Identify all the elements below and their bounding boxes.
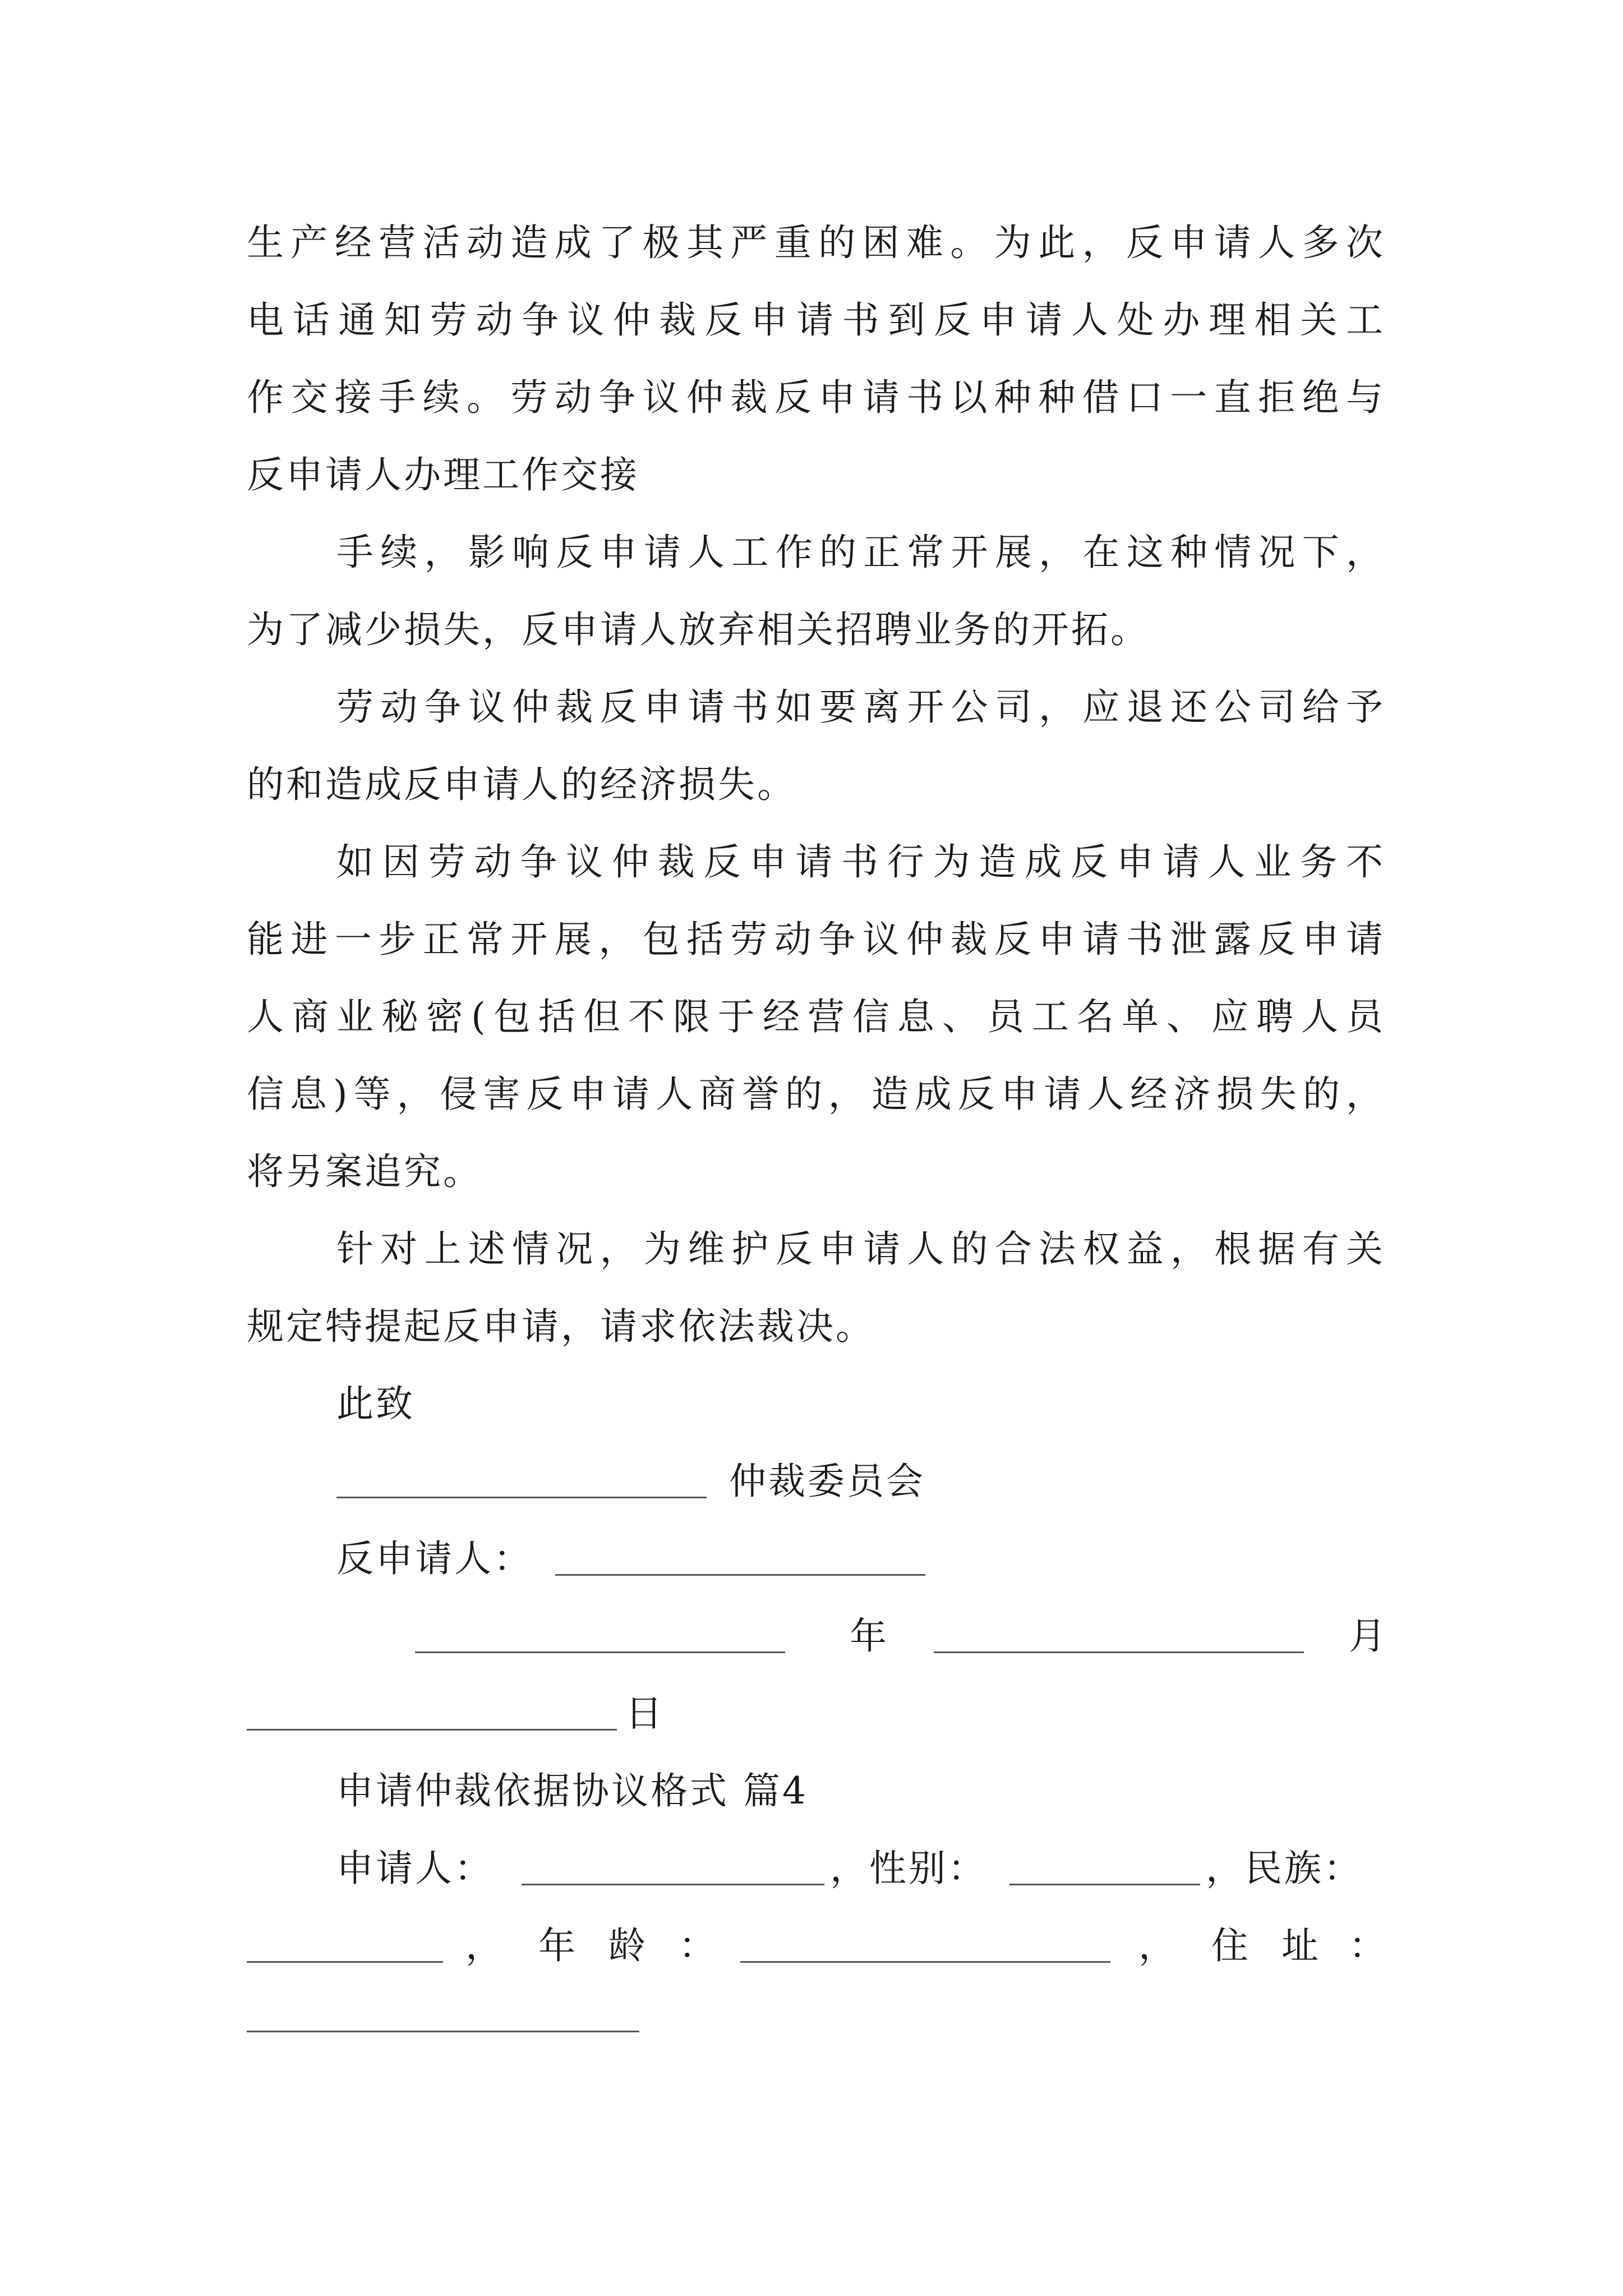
age-label-part: 年 [538,1924,578,1967]
text-line: 将另案追究。 [247,1150,482,1193]
day-blank [247,1729,617,1731]
gender-blank [1009,1884,1200,1885]
salutation: 此致 [336,1382,415,1425]
address-label-part: 址 [1281,1924,1321,1967]
address-label-part: 住 [1211,1924,1251,1967]
address-label-part: ， [1138,1924,1178,1967]
applicant-name-blank [522,1884,824,1885]
committee-blank [336,1497,707,1498]
gender-label: ，性别： [830,1847,987,1890]
text-line: 如因劳动争议仲裁反申请书行为造成反申请人业务不 [336,840,1385,884]
text-line: 人商业秘密(包括但不限于经营信息、员工名单、应聘人员 [247,995,1385,1038]
text-line: 反申请人办理工作交接 [247,453,639,496]
applicant-label: 申请人： [336,1847,494,1890]
age-label-part: ： [679,1924,718,1967]
section-title: 申请仲裁依据协议格式 篇4 [336,1769,808,1812]
month-blank [934,1651,1304,1653]
age-blank [740,1961,1110,1963]
text-line: 规定特提起反申请，请求依法裁决。 [247,1305,875,1348]
text-line: 为了减少损失，反申请人放弃相关招聘业务的开拓。 [247,608,1150,651]
text-line: 手续，影响反申请人工作的正常开展，在这种情况下， [336,531,1385,574]
text-line: 电话通知劳动争议仲裁反申请书到反申请人处办理相关工 [247,298,1385,342]
text-line: 针对上述情况，为维护反申请人的合法权益，根据有关 [336,1227,1385,1271]
address-blank [247,2031,639,2032]
text-line: 作交接手续。劳动争议仲裁反申请书以种种借口一直拒绝与 [247,376,1385,419]
year-label: 年 [850,1614,889,1658]
year-blank [415,1651,785,1653]
counter-applicant-label: 反申请人： [336,1537,533,1580]
ethnicity-blank [247,1961,443,1963]
age-label-part: 龄 [608,1924,648,1967]
month-label: 月 [1349,1614,1388,1658]
text-line: 信息)等，侵害反申请人商誉的，造成反申请人经济损失的， [247,1073,1385,1116]
address-label-part: ： [1349,1924,1388,1967]
day-label: 日 [625,1692,665,1735]
age-label-part: ， [465,1924,505,1967]
text-line: 生产经营活动造成了极其严重的困难。为此，反申请人多次 [247,221,1385,264]
ethnicity-label: ，民族： [1206,1847,1363,1890]
counter-applicant-blank [555,1574,925,1576]
committee-label: 仲裁委员会 [729,1460,925,1503]
text-line: 能进一步正常开展，包括劳动争议仲裁反申请书泄露反申请 [247,918,1385,961]
text-line: 劳动争议仲裁反申请书如要离开公司，应退还公司给予 [336,685,1385,729]
text-line: 的和造成反申请人的经济损失。 [247,763,796,806]
